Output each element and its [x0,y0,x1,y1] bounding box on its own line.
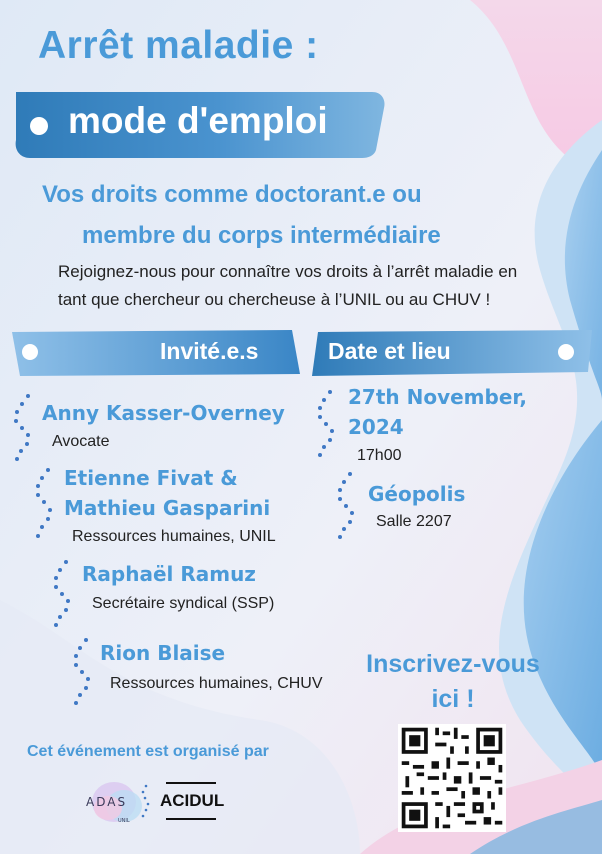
register-cta-line-1: Inscrivez-vous [366,650,540,678]
adas-logo-text: ADAS [86,795,128,809]
acidul-logo-line-bottom [166,818,216,820]
guest-role: Secrétaire syndical (SSP) [92,595,275,612]
subtitle: mode d'emploi [68,100,328,141]
adas-logo [80,776,156,828]
intro-line-2: tant que chercheur ou chercheuse à l’UNIL ou au CHUV ! [58,290,491,309]
acidul-logo-line-top [166,782,216,784]
register-cta-line-2: ici ! [431,685,475,713]
adas-logo-subtext: UNIL [118,818,130,824]
acidul-logo [160,778,226,828]
acidul-logo-text: ACIDUL [160,791,225,810]
guest-name: Mathieu Gasparini [64,496,271,520]
intro-text [58,258,558,314]
date-banner-label: Date et lieu [328,338,451,364]
guest-role: Ressources humaines, CHUV [110,675,323,692]
event-place: Géopolis [368,482,466,506]
event-room: Salle 2207 [376,513,452,530]
date-banner-bullet [558,344,574,360]
organized-by-label: Cet événement est organisé par [27,743,269,760]
page-title: Arrêt maladie : [38,24,319,67]
guest-name: Anny Kasser-Overney [42,401,285,425]
guest-name: Raphaël Ramuz [82,562,256,586]
registration-qr-code[interactable] [398,724,506,832]
guests-banner-bullet [22,344,38,360]
register-cta[interactable] [362,650,544,714]
guest-role: Avocate [52,433,110,450]
heading-line-2: membre du corps intermédiaire [82,222,441,249]
heading-line-1: Vos droits comme doctorant.e ou [42,181,422,208]
intro-line-1: Rejoignez-nous pour connaître vos droits à l’arrêt maladie en [58,262,518,281]
guests-banner-label: Invité.e.s [160,338,259,364]
event-date-year: 2024 [348,415,404,439]
event-time: 17h00 [357,447,402,464]
event-date: 27th November, [348,385,527,409]
guest-role: Ressources humaines, UNIL [72,528,276,545]
ribbon-bullet [30,117,48,135]
guest-name: Etienne Fivat & [64,466,238,490]
guest-name: Rion Blaise [100,641,226,665]
